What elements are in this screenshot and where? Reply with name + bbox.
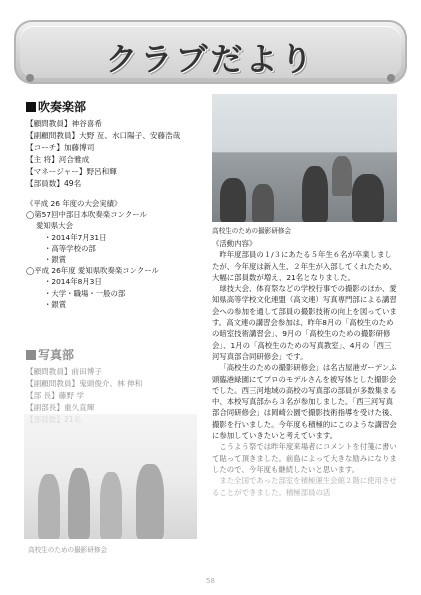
banner-dot-right xyxy=(387,74,395,82)
roster-line: 【顧問教員】神谷喜希 xyxy=(26,119,102,128)
photo-figure xyxy=(332,156,352,196)
roster-line: 【副部長】重久直輝 xyxy=(26,403,95,412)
article-paragraph: 昨年度部員の１/３にあたる５年生６名が卒業しましたが、今年度は新入生、２年生が入部してくれたため、大幅に部員数が増え、21名となりました。 xyxy=(212,250,397,282)
band-events xyxy=(26,198,159,310)
photo-workshop-caption: 高校生のための撮影研修会 xyxy=(212,227,292,235)
event-line: ・大学・職場・一般の部 xyxy=(44,288,126,298)
photo-figure xyxy=(68,468,90,539)
photo-club-heading: 写真部 xyxy=(26,346,74,363)
roster-line: 【コーチ】加藤博司 xyxy=(26,143,95,152)
event-line: ・2014年7月31日 xyxy=(44,232,107,242)
photo-figure xyxy=(302,166,328,222)
roster-line: 【部員数】49名 xyxy=(26,179,82,188)
events-title: 《平成 26 年度の大会実績》 xyxy=(26,199,122,208)
page-title: クラブだより xyxy=(105,40,316,78)
roster-line: 【マネージャー】野呂和輝 xyxy=(26,167,117,176)
photo-figure xyxy=(38,474,60,539)
photo-faded xyxy=(24,414,197,539)
roster-line: 【副顧問教員】大野 亙、水口陽子、安藤浩哉 xyxy=(26,131,181,140)
event-line: ・2014年8月3日 xyxy=(44,277,102,287)
event-line: ◯第57回中部日本吹奏楽コンクール xyxy=(26,210,147,220)
roster-line: 【主 将】河合雅成 xyxy=(26,155,90,164)
article-paragraph: 「高校生のための撮影研修会」は名古屋港ガーデンふ頭臨港緑園にてプロのモデルさんを被写体とした撮影会でした。西三河地域の高校の写真部の部員が多数集まる中、本校写真部から３名が参加しました。「西三河写真部合同研修会」は岡崎公園で撮影技術指導を受けた後、撮影を行いました。今年度も積極的にこのような講習会に参加していきたいと考えています。 xyxy=(212,363,397,441)
photo-figure xyxy=(352,174,384,222)
photo-figure xyxy=(100,472,122,539)
band-heading: 吹奏楽部 xyxy=(26,98,86,115)
photo-workshop xyxy=(212,94,397,222)
roster-line: 【副顧問教員】鬼頭俊介、林 伸和 xyxy=(26,379,143,388)
article-paragraph: また全国であった部室を積極運生会館２階に使用させることができました。積極部員の活 xyxy=(212,476,397,497)
banner-dot-left xyxy=(26,74,34,82)
event-line: ・高等学校の部 xyxy=(44,243,96,253)
article-title: 《活動内容》 xyxy=(212,239,257,248)
article-paragraph: こうよう祭では昨年度来場者にコメントを付箋に書いて貼って頂きました。前島によって大きな励みになりましたので、今年度も継続したいと思います。 xyxy=(212,442,397,474)
photo-faded-caption: 高校生のための撮影研修会 xyxy=(28,546,108,554)
roster-line: 【顧問教員】前田博子 xyxy=(26,367,102,376)
roster-line: 【部 長】藤野 学 xyxy=(26,391,84,400)
article-paragraph: 球技大会、体育祭などの学校行事での撮影のほか、愛知県高等学校文化連盟（高文連）写真専門部による講習会への参加を通して部員の撮影技術の向上を図っています。高文連の講習会参加は、昨年8月の「高校生のための暗室技術講習会」、9月の「高校生のための撮影研修会」、1月の「高校生のための写真教室」、4月の「西三河写真部合同研修会」です。 xyxy=(212,284,397,361)
event-line: ・銀賞 xyxy=(44,299,67,309)
page-number: 58 xyxy=(206,577,215,585)
event-line: ・銀賞 xyxy=(44,255,67,265)
event-line: 愛知県大会 xyxy=(36,221,73,231)
band-roster xyxy=(26,118,180,190)
photo-figure xyxy=(252,184,274,222)
activity-article xyxy=(212,238,398,498)
square-bullet-icon xyxy=(26,350,36,360)
photo-figure xyxy=(220,178,246,222)
event-line: ◯平成 26年度 愛知県吹奏楽コンクール xyxy=(26,266,159,276)
title-banner xyxy=(14,20,407,84)
photo-figure xyxy=(136,464,164,539)
square-bullet-icon xyxy=(26,102,36,112)
